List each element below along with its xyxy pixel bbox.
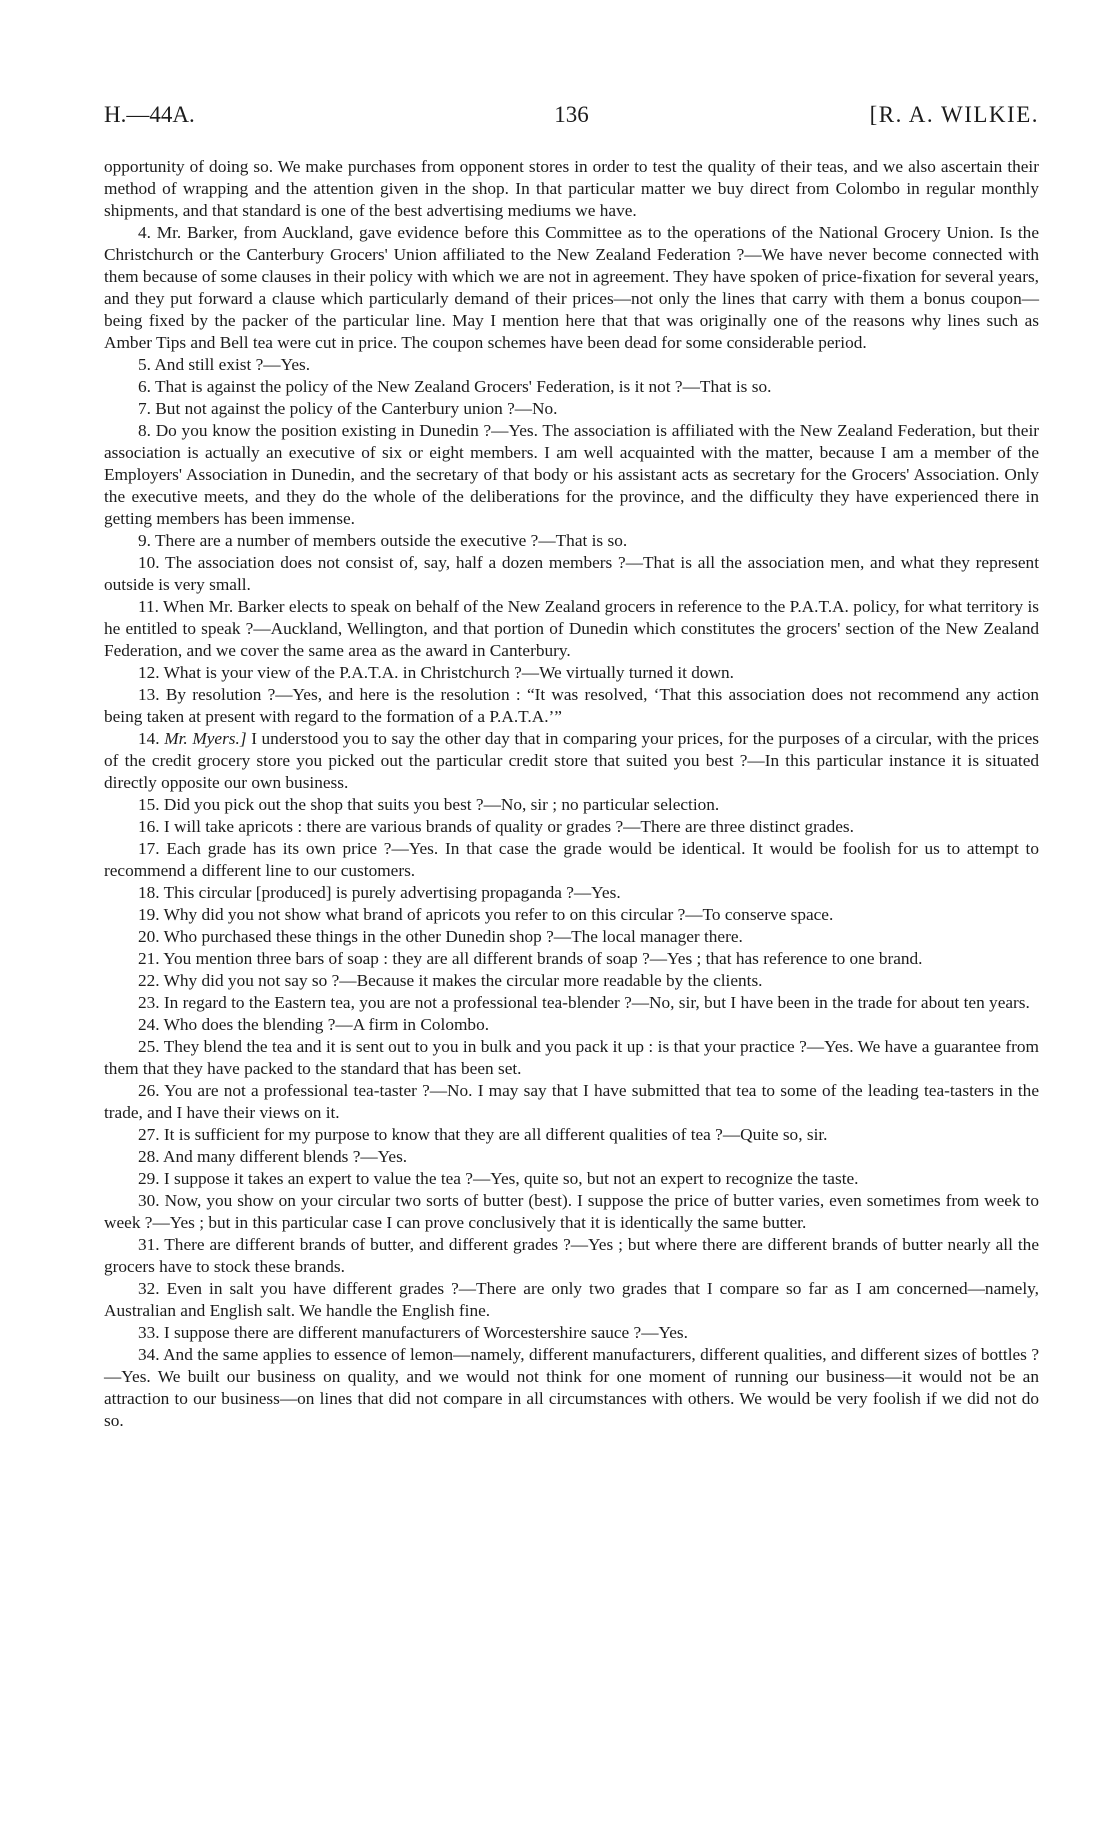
paragraph: 7. But not against the policy of the Canterbury union ?—No. xyxy=(138,399,558,418)
paragraph: 33. I suppose there are different manufacturers of Worcestershire sauce ?—Yes. xyxy=(138,1323,688,1342)
paragraph: 30. Now, you show on your circular two sorts of butter (best). I suppose the price of butter varies, even sometimes from week to week ?—Yes ; but in this particular case I can prove conclusively that it is identically the same butter. xyxy=(104,1191,1039,1232)
paragraph: 13. By resolution ?—Yes, and here is the resolution : “It was resolved, ‘That this association does not recommend any action being taken at present with regard to the formation of a P.A.T.A.’” xyxy=(104,685,1039,726)
paragraph: 21. You mention three bars of soap : they are all different brands of soap ?—Yes ; that has reference to one brand. xyxy=(138,949,923,968)
paragraph: 28. And many different blends ?—Yes. xyxy=(138,1147,408,1166)
paragraph: 23. In regard to the Eastern tea, you are not a professional tea-blender ?—No, sir, but I have been in the trade for about ten years. xyxy=(138,993,1030,1012)
paragraph: 31. There are different brands of butter, and different grades ?—Yes ; but where there are different brands of butter nearly all the grocers have to stock these brands. xyxy=(104,1235,1039,1276)
paragraph: 25. They blend the tea and it is sent out to you in bulk and you pack it up : is that your practice ?—Yes. We have a guarantee from them that they have packed to the standard that has been set. xyxy=(104,1037,1039,1078)
paragraph: 18. This circular [produced] is purely advertising propaganda ?—Yes. xyxy=(138,883,621,902)
paragraph: 15. Did you pick out the shop that suits you best ?—No, sir ; no particular selection. xyxy=(138,795,720,814)
paragraph: 32. Even in salt you have different grades ?—There are only two grades that I compare so far as I am concerned—namely, Australian and English salt. We handle the English fine. xyxy=(104,1279,1039,1320)
paragraph: 27. It is sufficient for my purpose to know that they are all different qualities of tea ?—Quite so, sir. xyxy=(138,1125,828,1144)
paragraph: 34. And the same applies to essence of lemon—namely, different manufacturers, different qualities, and different sizes of bottles ?—Yes. We built our business on quality, and we would not think for one moment of running our business—it would not be an attraction to our business—on lines that did not compare in all circumstances with others. We would be very foolish if we did not do so. xyxy=(104,1345,1039,1430)
paragraph: 6. That is against the policy of the New Zealand Grocers' Federation, is it not ?—That is so. xyxy=(138,377,772,396)
paragraph: 4. Mr. Barker, from Auckland, gave evidence before this Committee as to the operations of the National Grocery Union. Is the Christchurch or the Canterbury Grocers' Union affiliated to the New Zealand Federation ?—We have never become connected with them because of some clauses in their policy with which we are not in agreement. They have spoken of price-fixation for several years, and they put forward a clause which particularly demand of their prices—not only the lines that carry with them a bonus coupon—being fixed by the packer of the particular line. May I mention here that that was originally one of the reasons why lines such as Amber Tips and Bell tea were cut in price. The coupon schemes have been dead for some considerable period. xyxy=(104,223,1039,352)
paragraph: 8. Do you know the position existing in Dunedin ?—Yes. The association is affiliated with the New Zealand Federation, but their association is actually an executive of six or eight members. I am well acquainted with the matter, because I am a member of the Employers' Association in Dunedin, and the secretary of that body or his assistant acts as secretary for the Grocers' Association. Only the executive meets, and they do the whole of the deliberations for the province, and the difficulty they have experienced there in getting members has been immense. xyxy=(104,421,1039,528)
paragraph: 19. Why did you not show what brand of apricots you refer to on this circular ?—To conserve space. xyxy=(138,905,834,924)
paragraph: 11. When Mr. Barker elects to speak on behalf of the New Zealand grocers in reference to the P.A.T.A. policy, for what territory is he entitled to speak ?—Auckland, Wellington, and that portion of Dunedin which constitutes the grocers' section of the New Zealand Federation, and we cover the same area as the award in Canterbury. xyxy=(104,597,1039,660)
page-header xyxy=(104,102,1039,136)
paragraph: 16. I will take apricots : there are various brands of quality or grades ?—There are three distinct grades. xyxy=(138,817,854,836)
document-body xyxy=(104,156,1039,1432)
paragraph: 12. What is your view of the P.A.T.A. in Christchurch ?—We virtually turned it down. xyxy=(138,663,734,682)
question-number: 14. xyxy=(138,729,160,748)
paragraph: 24. Who does the blending ?—A firm in Colombo. xyxy=(138,1015,490,1034)
paragraph: 22. Why did you not say so ?—Because it makes the circular more readable by the clients. xyxy=(138,971,763,990)
witness-name: [R. A. WILKIE. xyxy=(869,102,1039,127)
page-number: 136 xyxy=(554,102,589,127)
paragraph: 26. You are not a professional tea-taster ?—No. I may say that I have submitted that tea to some of the leading tea-tasters in the trade, and I have their views on it. xyxy=(104,1081,1039,1122)
paper-reference: H.—44A. xyxy=(104,102,195,127)
paragraph: 29. I suppose it takes an expert to value the tea ?—Yes, quite so, but not an expert to recognize the taste. xyxy=(138,1169,859,1188)
speaker-name: Mr. Myers.] xyxy=(164,729,247,748)
paragraph: 17. Each grade has its own price ?—Yes. In that case the grade would be identical. It would be foolish for us to attempt to recommend a different line to our customers. xyxy=(104,839,1039,880)
paragraph: 9. There are a number of members outside the executive ?—That is so. xyxy=(138,531,628,550)
paragraph: 20. Who purchased these things in the other Dunedin shop ?—The local manager there. xyxy=(138,927,743,946)
paragraph xyxy=(104,728,1039,794)
paragraph: 5. And still exist ?—Yes. xyxy=(138,355,311,374)
paragraph: 10. The association does not consist of, say, half a dozen members ?—That is all the association men, and what they represent outside is very small. xyxy=(104,553,1039,594)
paragraph: opportunity of doing so. We make purchases from opponent stores in order to test the quality of their teas, and we also ascertain their method of wrapping and the attention given in the shop. In that particular matter we buy direct from Colombo in regular monthly shipments, and that standard is one of the best advertising mediums we have. xyxy=(104,157,1039,220)
paragraph-text: I understood you to say the other day that in comparing your prices, for the purposes of a circular, with the prices of the credit grocery store you picked out the particular credit store that suited you best ?—In this particular instance it is situated directly opposite our own business. xyxy=(104,729,1040,792)
